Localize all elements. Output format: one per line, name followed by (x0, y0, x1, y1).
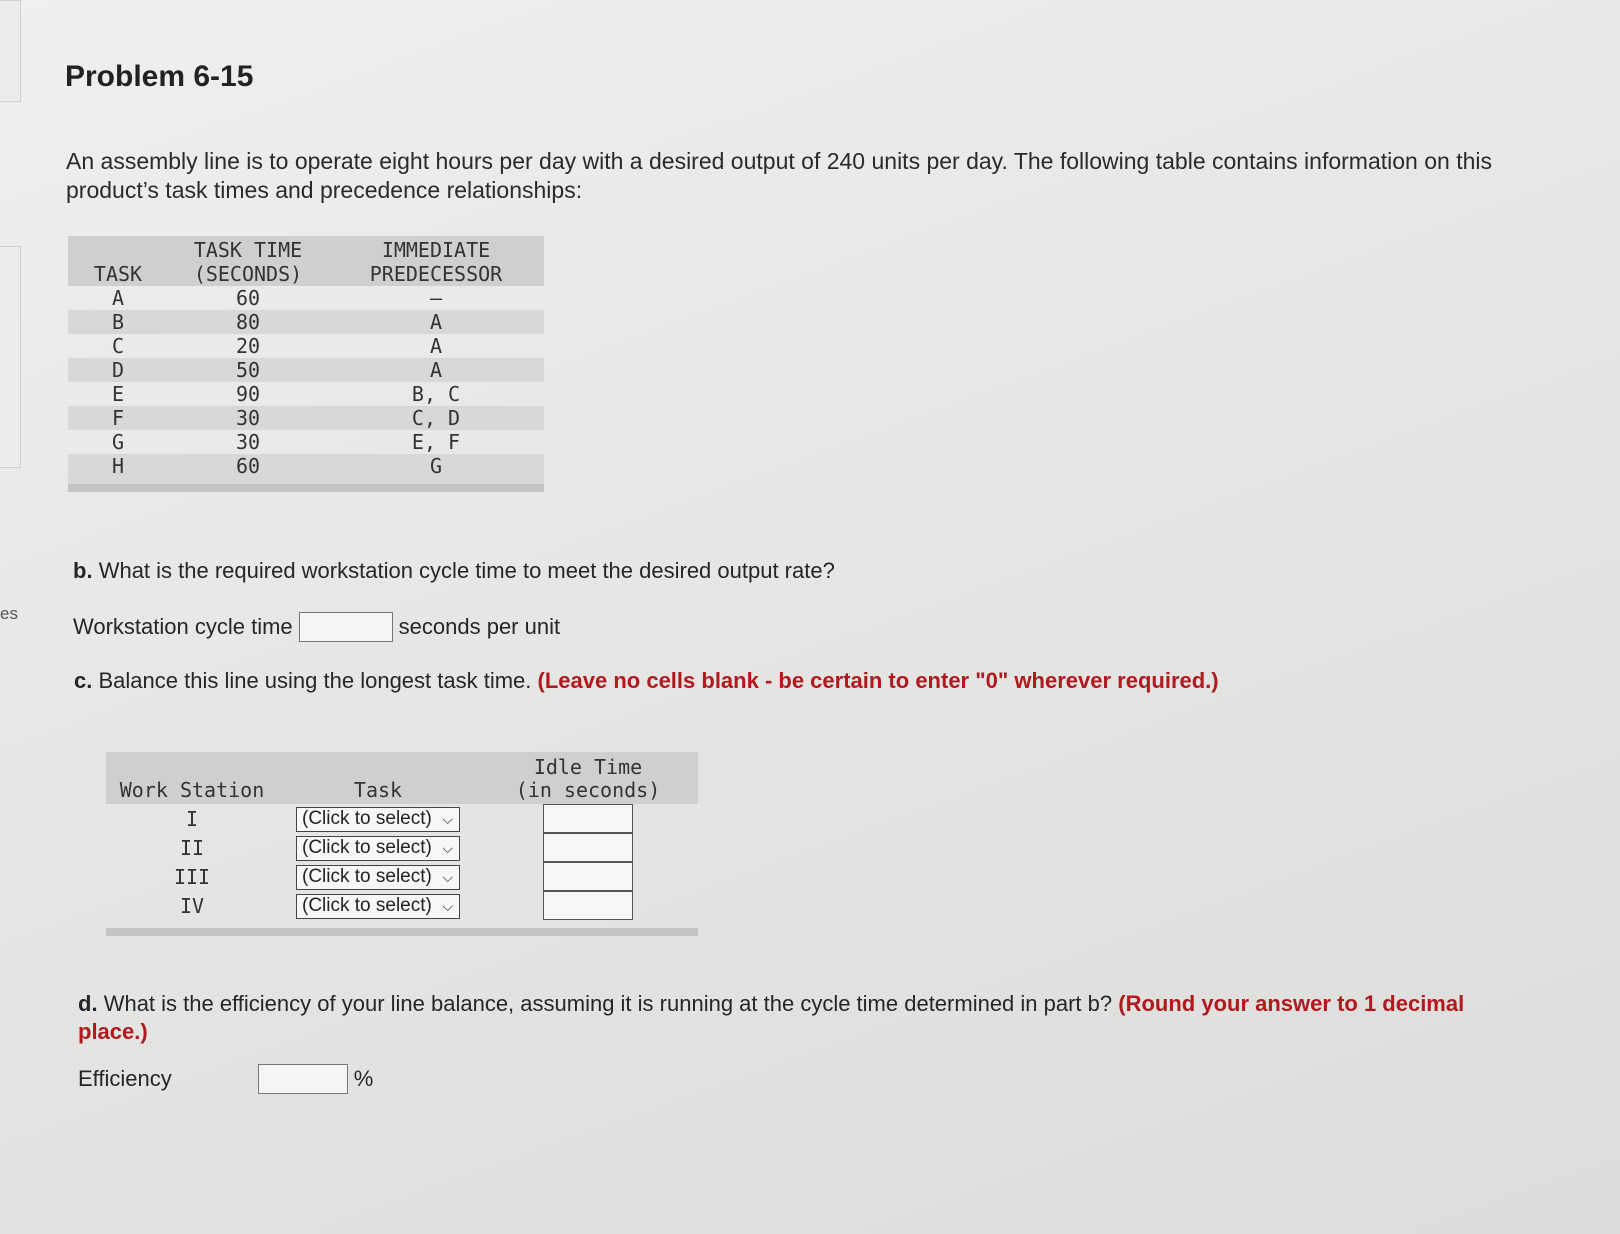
efficiency-input[interactable] (258, 1064, 348, 1094)
task-cell: E (111, 382, 125, 406)
efficiency-row (78, 1064, 373, 1094)
header-idle-time: Idle Time (in seconds) (478, 752, 698, 804)
station-cell: II (179, 835, 205, 860)
side-edge-text: es (0, 604, 18, 623)
header-task: Task (278, 752, 478, 804)
cycle-time-label: Workstation cycle time (73, 614, 293, 639)
predecessor-cell: G (328, 454, 544, 488)
side-tab-top (0, 0, 21, 102)
task-cell: D (68, 358, 168, 382)
task-cell: A (111, 286, 125, 310)
chevron-down-icon: ⌵ (442, 810, 453, 827)
task-select[interactable]: (Click to select) ⌵ (296, 807, 460, 832)
task-cell: G (111, 430, 125, 454)
task-select[interactable]: (Click to select) ⌵ (296, 865, 460, 890)
header-predecessor: IMMEDIATE PREDECESSOR (328, 236, 544, 286)
chevron-down-icon: ⌵ (442, 839, 453, 856)
task-select[interactable]: (Click to select) ⌵ (296, 836, 460, 861)
header-task: TASK (68, 236, 168, 286)
time-cell: 90 (235, 382, 261, 406)
chevron-down-icon: ⌵ (442, 868, 453, 885)
task-cell: F (68, 406, 168, 430)
station-cell: III (173, 864, 211, 889)
balance-table-header (106, 752, 698, 804)
table-row (68, 382, 544, 406)
line-balance-table (106, 752, 698, 936)
station-cell: IV (106, 891, 278, 932)
problem-intro: An assembly line is to operate eight hours per day with a desired output of 240 units per day. The following table contains information on this product’s task times and precedence relationships: (66, 148, 1492, 203)
table-row (68, 358, 544, 382)
table-row (68, 406, 544, 430)
station-cell: I (185, 806, 199, 831)
time-cell: 60 (235, 286, 261, 310)
cycle-time-row (73, 612, 560, 642)
predecessor-cell: B, C (411, 382, 461, 406)
task-cell: C (111, 334, 125, 358)
idle-time-input[interactable] (543, 862, 633, 891)
predecessor-cell: A (429, 334, 443, 358)
time-cell: 30 (168, 406, 328, 430)
part-d-note: (Round your answer to 1 decimal place.) (78, 991, 1465, 1044)
table-row (68, 310, 544, 334)
table-row (106, 891, 698, 932)
header-work-station: Work Station (106, 752, 278, 804)
chevron-down-icon: ⌵ (442, 897, 453, 914)
cycle-time-unit: seconds per unit (398, 614, 561, 639)
part-b-question: b. What is the required workstation cycle time to meet the desired output rate? (73, 558, 835, 583)
efficiency-label: Efficiency (78, 1066, 172, 1091)
side-tab-middle (0, 246, 21, 468)
table-row (68, 454, 544, 488)
part-c-note: (Leave no cells blank - be certain to enter "0" wherever required.) (537, 668, 1219, 693)
idle-time-input[interactable] (543, 804, 633, 833)
part-d-question: d. What is the efficiency of your line balance, assuming it is running at the cycle time determined in part b? (Round your answer to 1 decimal place.) (78, 991, 1465, 1044)
predecessor-cell: A (328, 358, 544, 382)
table-row (68, 430, 544, 454)
predecessor-cell: A (328, 310, 544, 334)
part-c-question: c. Balance this line using the longest task time. (Leave no cells blank - be certain to enter "0" wherever required.) (74, 668, 1219, 693)
task-cell: B (68, 310, 168, 334)
table-row (106, 833, 698, 862)
task-table (68, 236, 544, 492)
time-cell: 80 (168, 310, 328, 334)
table-row (106, 804, 698, 833)
time-cell: 30 (235, 430, 261, 454)
idle-time-input[interactable] (543, 833, 633, 862)
time-cell: 20 (235, 334, 261, 358)
table-row (68, 334, 544, 358)
predecessor-cell: C, D (328, 406, 544, 430)
idle-time-input[interactable] (543, 891, 633, 920)
cycle-time-input[interactable] (299, 612, 393, 642)
task-table-header (68, 236, 544, 286)
page-title: Problem 6-15 (65, 60, 254, 93)
table-row (68, 286, 544, 310)
table-row (106, 862, 698, 891)
task-select[interactable]: (Click to select) ⌵ (296, 894, 460, 919)
task-cell: H (68, 454, 168, 488)
time-cell: 60 (168, 454, 328, 488)
header-task-time: TASK TIME (SECONDS) (168, 236, 328, 286)
predecessor-cell: — (429, 286, 443, 310)
time-cell: 50 (168, 358, 328, 382)
predecessor-cell: E, F (411, 430, 461, 454)
efficiency-unit: % (353, 1066, 374, 1091)
